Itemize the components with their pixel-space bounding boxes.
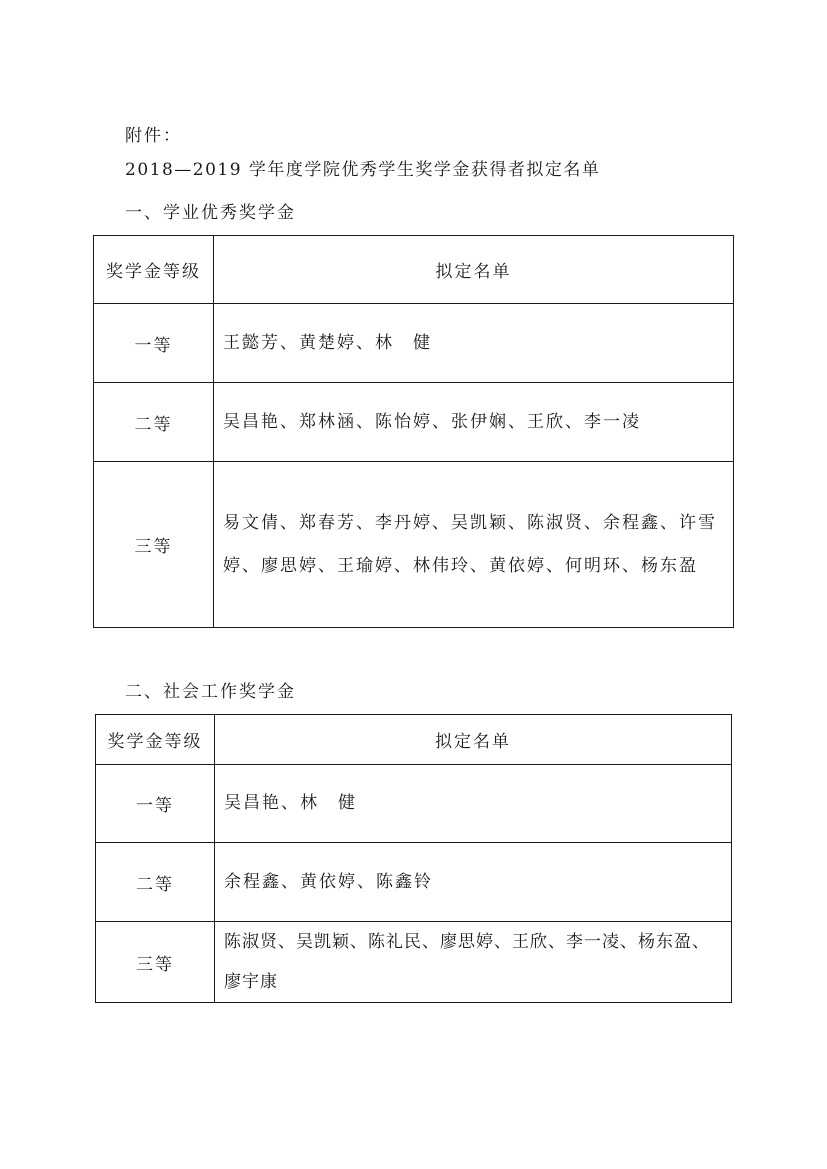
row-names: 王懿芳、黄楚婷、林 健 bbox=[214, 304, 734, 383]
row-level: 一等 bbox=[96, 765, 215, 843]
header-names: 拟定名单 bbox=[214, 236, 734, 304]
row-names: 陈淑贤、吴凯颖、陈礼民、廖思婷、王欣、李一凌、杨东盈、廖宇康 bbox=[215, 922, 732, 1003]
social-work-scholarship-table bbox=[95, 714, 732, 1003]
table-row bbox=[94, 383, 734, 462]
academic-scholarship-table bbox=[93, 235, 734, 628]
table-header-row bbox=[96, 715, 732, 765]
header-level: 奖学金等级 bbox=[96, 715, 215, 765]
row-names: 易文倩、郑春芳、李丹婷、吴凯颖、陈淑贤、余程鑫、许雪婷、廖思婷、王瑜婷、林伟玲、黄依婷、何明环、杨东盈 bbox=[214, 462, 734, 628]
row-names: 吴昌艳、郑林涵、陈怡婷、张伊娴、王欣、李一凌 bbox=[214, 383, 734, 462]
header-names: 拟定名单 bbox=[215, 715, 732, 765]
row-level: 三等 bbox=[96, 922, 215, 1003]
row-level: 二等 bbox=[96, 843, 215, 922]
header-level: 奖学金等级 bbox=[94, 236, 214, 304]
document-title: 2018—2019 学年度学院优秀学生奖学金获得者拟定名单 bbox=[125, 160, 601, 180]
table-row bbox=[96, 843, 732, 922]
section-heading-social-work: 二、社会工作奖学金 bbox=[125, 682, 296, 702]
section-heading-academic: 一、学业优秀奖学金 bbox=[125, 203, 296, 223]
table-row bbox=[94, 462, 734, 628]
row-names: 余程鑫、黄依婷、陈鑫铃 bbox=[215, 843, 732, 922]
table-header-row bbox=[94, 236, 734, 304]
row-names: 吴昌艳、林 健 bbox=[215, 765, 732, 843]
row-level: 一等 bbox=[94, 304, 214, 383]
attachment-label: 附件： bbox=[125, 126, 182, 146]
table-row bbox=[94, 304, 734, 383]
table-row bbox=[96, 765, 732, 843]
row-level: 二等 bbox=[94, 383, 214, 462]
row-level: 三等 bbox=[94, 462, 214, 628]
table-row bbox=[96, 922, 732, 1003]
